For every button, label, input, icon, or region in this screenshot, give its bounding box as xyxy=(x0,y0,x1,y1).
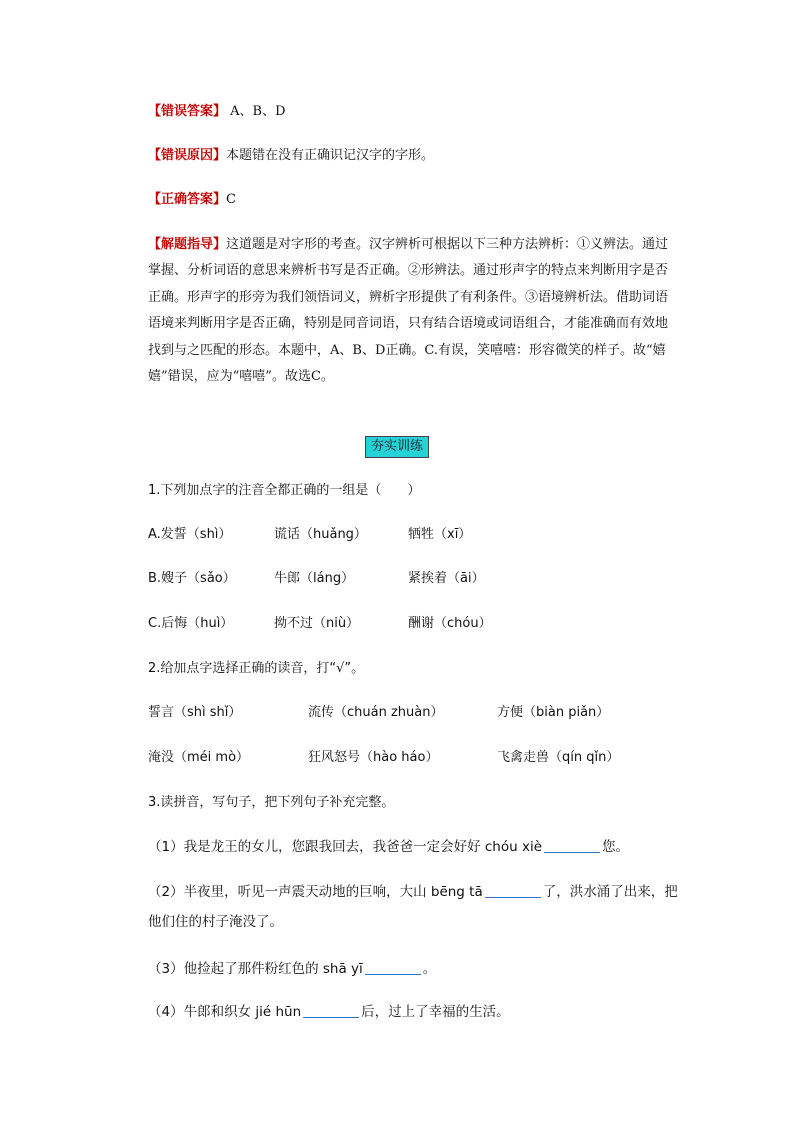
q3-item xyxy=(148,997,688,1027)
q1-option: 拗不过（niù） xyxy=(274,616,360,631)
q3-item-after: 后，过上了幸福的生活。 xyxy=(361,1004,510,1020)
q3-item xyxy=(148,832,688,862)
q3-item-before: （1）我是龙王的女儿，您跟我回去，我爸爸一定会好好 chóu xiè xyxy=(148,839,543,855)
q3-item-before: （3）他捡起了那件粉红色的 shā yī xyxy=(148,961,363,977)
q2-option: 狂风怒号（hào háo） xyxy=(308,750,439,765)
q1-option: 紧挨着（āi） xyxy=(408,571,485,586)
q2-option: 淹没（méi mò） xyxy=(148,750,250,765)
wrong-reason-line xyxy=(148,146,434,166)
correct-answer-value: C xyxy=(226,192,236,207)
wrong-answer-tag: 【错误答案】 xyxy=(148,104,227,119)
wrong-reason-text: 本题错在没有正确识记汉字的字形。 xyxy=(226,148,435,163)
correct-answer-line xyxy=(148,190,236,210)
guide-text: 这道题是对字形的考查。汉字辨析可根据以下三种方法辨析：①义辨法。通过掌握、分析词语的意思来辨析书写是否正确。②形辨法。通过形声字的特点来判断用字是否正确。形声字的形旁为我们领悟词义，辨析字形提供了有利条件。③语境辨析法。借助词语语境来判断用字是否正确，特别是同音词语，只有结合语境或词语组合，才能准确而有效地找到与之匹配的形态。本题中，A、B、D正确。C.有误，笑嘻嘻：形容微笑的样子。故“嬉嬉”错误，应为“嘻嘻”。故选C。 xyxy=(148,237,669,385)
answer-blank[interactable] xyxy=(303,1003,359,1018)
q1-option: C.后悔（huì） xyxy=(148,616,234,631)
q2-option: 飞禽走兽（qín qǐn） xyxy=(497,750,620,765)
q3-item xyxy=(148,954,688,984)
q1-stem: 1.下列加点字的注音全都正确的一组是（ ） xyxy=(148,483,421,498)
q1-option: 牛郎（láng） xyxy=(274,571,355,586)
answer-blank[interactable] xyxy=(365,960,421,975)
correct-answer-tag: 【正确答案】 xyxy=(148,192,227,207)
q1-option: A.发誓（shì） xyxy=(148,527,232,542)
q1-option: 酬谢（chóu） xyxy=(408,616,492,631)
guide-tag: 【解题指导】 xyxy=(148,237,227,252)
wrong-reason-tag: 【错误原因】 xyxy=(148,148,227,163)
q2-stem: 2.给加点字选择正确的读音，打“√”。 xyxy=(148,661,365,676)
q1-option: 牺牲（xī） xyxy=(408,527,472,542)
q3-stem: 3.读拼音，写句子，把下列句子补充完整。 xyxy=(148,795,395,810)
q3-item-after: 您。 xyxy=(602,839,630,855)
q3-item-after: 了，洪水涌了出来，把他们住的村子淹没了。 xyxy=(148,884,678,930)
wrong-answer-value: A、B、D xyxy=(230,104,286,119)
wrong-answer-line xyxy=(148,102,286,122)
q3-item-after: 。 xyxy=(422,961,437,977)
section-title: 夯实训练 xyxy=(365,436,429,458)
q2-option: 誓言（shì shǐ） xyxy=(148,705,242,720)
answer-blank[interactable] xyxy=(544,838,600,853)
q3-item xyxy=(148,877,688,937)
guide-paragraph xyxy=(148,232,670,390)
q3-item-before: （4）牛郎和织女 jié hūn xyxy=(148,1004,302,1020)
q2-option: 方便（biàn piǎn） xyxy=(497,705,610,720)
q1-option: 谎话（huǎng） xyxy=(274,527,367,542)
q2-option: 流传（chuán zhuàn） xyxy=(308,705,444,720)
q1-option: B.嫂子（sǎo） xyxy=(148,571,236,586)
q3-item-before: （2）半夜里，听见一声震天动地的巨响，大山 bēng tā xyxy=(148,884,483,900)
answer-blank[interactable] xyxy=(485,883,541,898)
